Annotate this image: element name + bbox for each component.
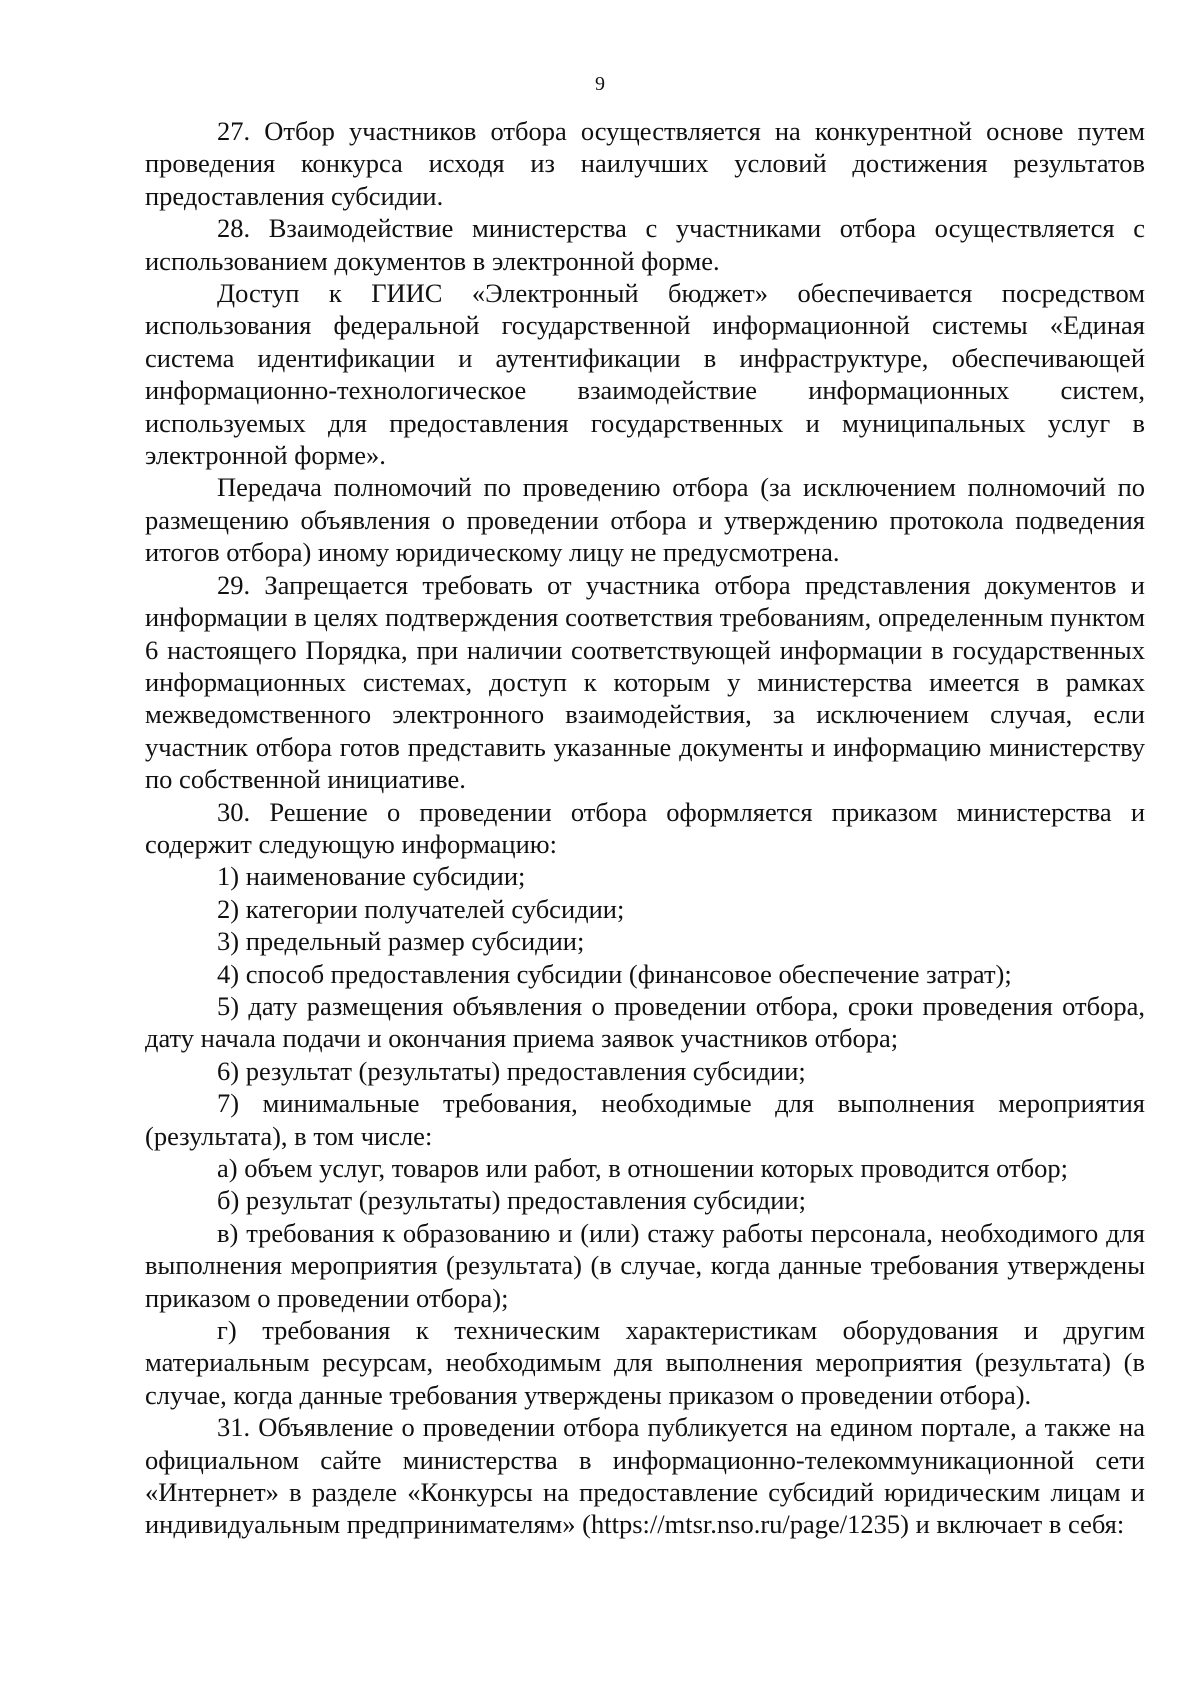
- list-item-7: 7) минимальные требования, необходимые для выполнения мероприятия (результата), в том числе:: [145, 1088, 1145, 1151]
- paragraph-30: 30. Решение о проведении отбора оформляется приказом министерства и содержит следующую информацию:: [145, 796, 1145, 859]
- sub-item-a: а) объем услуг, товаров или работ, в отношении которых проводится отбор;: [217, 1153, 1068, 1183]
- page-number: 9: [595, 73, 605, 95]
- paragraph-31: 31. Объявление о проведении отбора публикуется на едином портале, а также на официальном сайте министерства в информационно-телекоммуникационной сети «Интернет» в разделе «Конкурсы на предоставление субсидий юридическим лицам и индивидуальным предпринимателям» (https://mtsr.nso.ru/page/1235) и включает в себя:: [145, 1412, 1145, 1540]
- sub-item-b: б) результат (результаты) предоставления субсидии;: [217, 1185, 806, 1216]
- list-item-6: 6) результат (результаты) предоставления субсидии;: [217, 1055, 806, 1086]
- list-item-3: 3) предельный размер субсидии;: [217, 926, 585, 957]
- list-item-1: 1) наименование субсидии;: [217, 861, 526, 892]
- list-item-5: 5) дату размещения объявления о проведении отбора, сроки проведения отбора, дату начала подачи и окончания приема заявок участников отбора;: [145, 990, 1145, 1054]
- sub-item-v: в) требования к образованию и (или) стажу работы персонала, необходимого для выполнения мероприятия (результата) (в случае, когда данные требования утверждены приказом о проведении отбора);: [145, 1217, 1145, 1313]
- paragraph-28: 28. Взаимодействие министерства с участниками отбора осуществляется с использованием документов в электронной форме.: [145, 213, 1145, 276]
- list-item-4: 4) способ предоставления субсидии (финансовое обеспечение затрат);: [217, 958, 1012, 989]
- paragraph-27: 27. Отбор участников отбора осуществляется на конкурентной основе путем проведения конкурса исходя из наилучших условий достижения результатов предоставления субсидии.: [145, 116, 1145, 211]
- paragraph-delegation: Передача полномочий по проведению отбора (за исключением полномочий по размещению объявления о проведении отбора и утверждению протокола подведения итогов отбора) иному юридическому лицу не предусмотрена.: [145, 472, 1145, 568]
- list-item-2: 2) категории получателей субсидии;: [217, 893, 625, 924]
- document-body: [145, 115, 1145, 1541]
- paragraph-29: 29. Запрещается требовать от участника отбора представления документов и информации в целях подтверждения соответствия требованиям, определенным пунктом 6 настоящего Порядка, при наличии соответствующей информации в государственных информационных системах, доступ к которым у министерства имеется в рамках межведомственного электронного взаимодействия, за исключением случая, если участник отбора готов представить указанные документы и информацию министерству по собственной инициативе.: [145, 569, 1145, 795]
- sub-item-g: г) требования к техническим характеристикам оборудования и другим материальным ресурсам, необходимым для выполнения мероприятия (результата) (в случае, когда данные требования утверждены приказом о проведении отбора).: [145, 1315, 1145, 1410]
- paragraph-giis-access: Доступ к ГИИС «Электронный бюджет» обеспечивается посредством использования федеральной государственной информационной системы «Единая система идентификации и аутентификации в инфраструктуре, обеспечивающей информационно-технологическое взаимодействие информационных систем, используемых для предоставления государственных и муниципальных услуг в электронной форме».: [145, 278, 1145, 471]
